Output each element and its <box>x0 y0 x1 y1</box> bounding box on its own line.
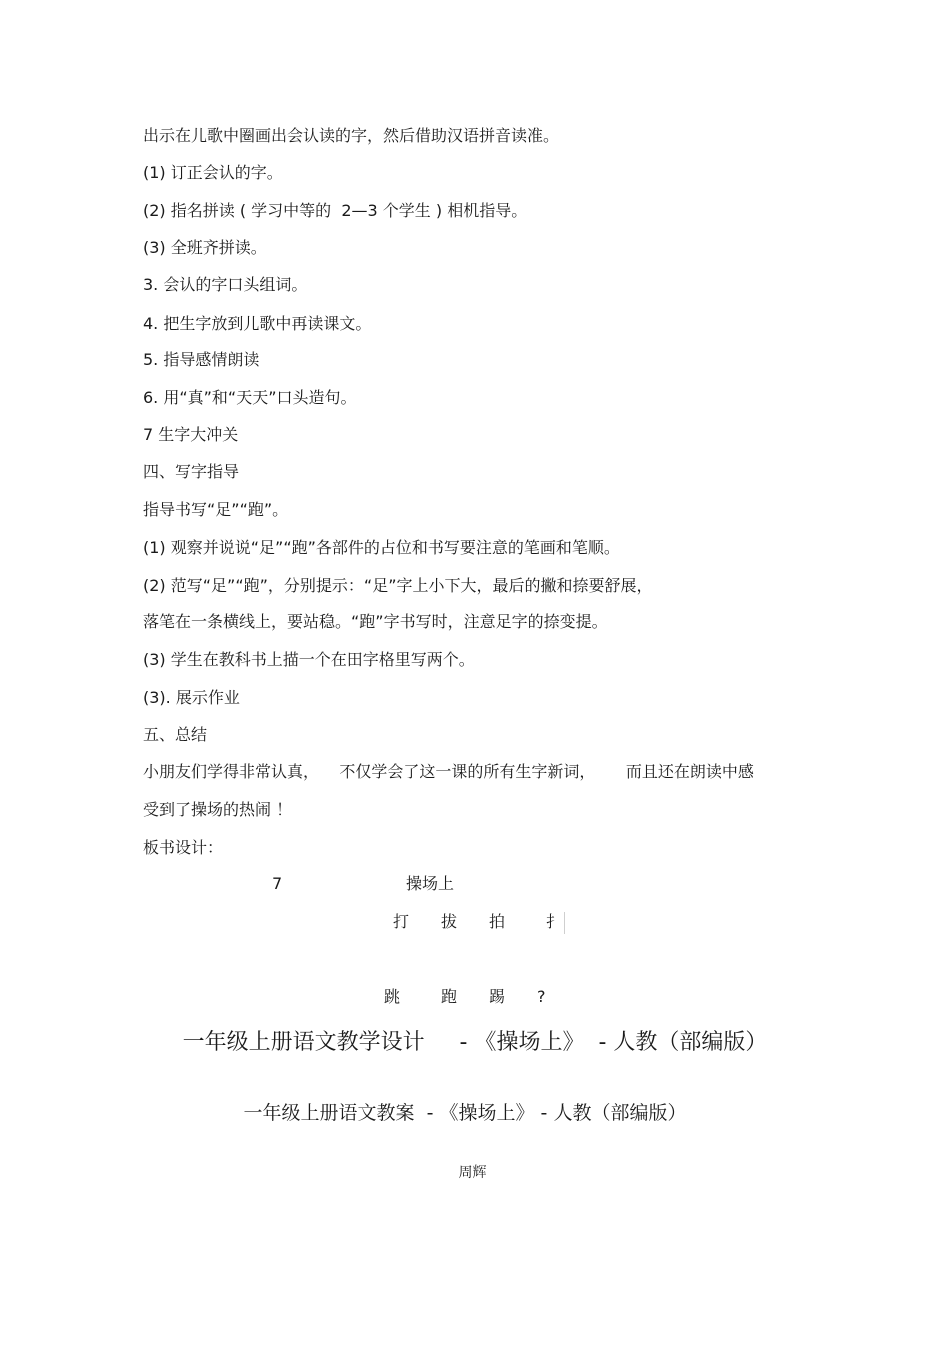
body-line: 5. 指导感情朗读 <box>143 350 260 369</box>
body-line: 小朋友们学得非常认真， 不仅学会了这一课的所有生字新词， 而且还在朗读中感 <box>143 762 754 781</box>
text-cursor-mark <box>564 912 565 934</box>
board-char: 踢 <box>489 987 506 1006</box>
body-line: 落笔在一条横线上，要站稳。“跑”字书写时，注意足字的捺变提。 <box>143 612 608 631</box>
board-title-row <box>0 874 950 896</box>
body-line: 指导书写“足”“跑”。 <box>143 500 289 519</box>
body-line: (1) 观察并说说“足”“跑”各部件的占位和书写要注意的笔画和笔顺。 <box>143 538 620 557</box>
body-line: 4. 把生字放到儿歌中再读课文。 <box>143 314 372 333</box>
body-line: 板书设计： <box>143 838 224 857</box>
document-title: 一年级上册语文教学设计 - 《操场上》 - 人教（部编版） <box>182 1030 768 1055</box>
body-line: (3) 全班齐拼读。 <box>143 238 267 257</box>
board-char: 拍 <box>489 912 506 931</box>
body-line: (2) 范写“足”“跑”，分别提示：“足”字上小下大，最后的撇和捺要舒展， <box>143 576 653 595</box>
author-name: 周辉 <box>458 1165 487 1181</box>
board-row-foot-radical <box>0 987 950 1009</box>
board-char: 跑 <box>441 987 458 1006</box>
body-line: (3). 展示作业 <box>143 688 240 707</box>
board-row-hand-radical <box>0 912 950 936</box>
body-line: 受到了操场的热闹 ！ <box>143 800 293 819</box>
board-char: 跳 <box>384 987 401 1006</box>
body-line: 出示在儿歌中圈画出会认读的字，然后借助汉语拼音读准。 <box>143 126 560 145</box>
body-line: 3. 会认的字口头组词。 <box>143 275 308 294</box>
section-heading: 四、写字指导 <box>143 462 240 481</box>
board-char: 扌 <box>546 912 563 931</box>
section-heading: 五、总结 <box>143 725 208 744</box>
document-subtitle: 一年级上册语文教案 - 《操场上》 - 人教（部编版） <box>243 1102 687 1124</box>
board-char: 拔 <box>441 912 458 931</box>
body-line: (1) 订正会认的字。 <box>143 163 283 182</box>
body-line: (3) 学生在教科书上描一个在田字格里写两个。 <box>143 650 475 669</box>
board-char: ? <box>537 987 546 1006</box>
body-line: 7 生字大冲关 <box>143 425 239 444</box>
body-line: (2) 指名拼读 ( 学习中等的 2—3 个学生 ) 相机指导。 <box>143 201 528 220</box>
body-line: 6. 用“真”和“天天”口头造句。 <box>143 388 357 407</box>
board-lesson-number: 7 <box>272 874 283 893</box>
board-char: 打 <box>393 912 410 931</box>
board-lesson-title: 操场上 <box>406 874 455 893</box>
